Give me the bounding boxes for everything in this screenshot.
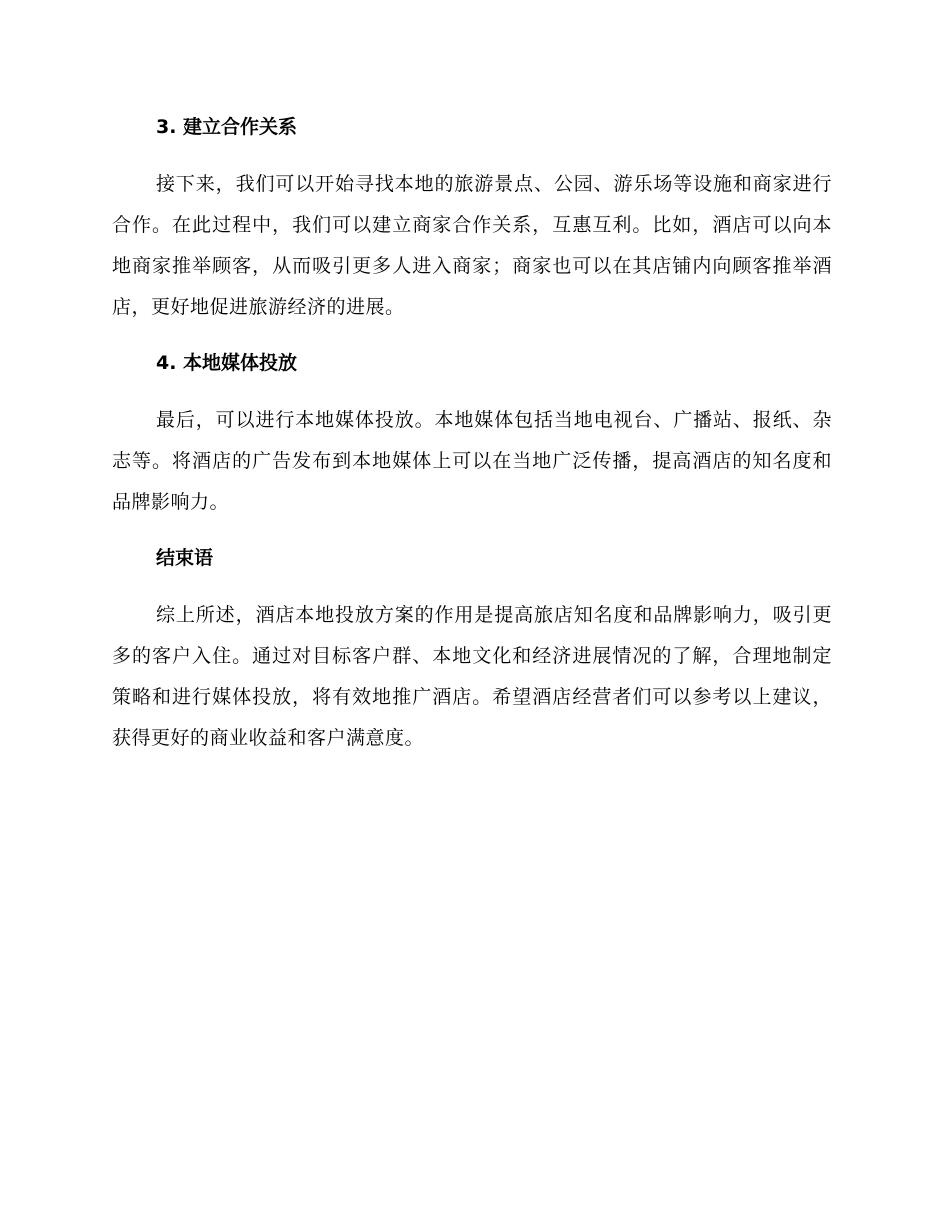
- section-heading: 3. 建立合作关系: [156, 116, 298, 138]
- section-cooperation: [112, 112, 832, 328]
- section-heading: 结束语: [156, 547, 214, 569]
- section-local-media: [112, 348, 832, 523]
- section-heading: 4. 本地媒体投放: [156, 352, 298, 374]
- section-paragraph: 接下来，我们可以开始寻找本地的旅游景点、公园、游乐场等设施和商家进行合作。在此过程中，我们可以建立商家合作关系，互惠互利。比如，酒店可以向本地商家推举顾客，从而吸引更多人进入商家；商家也可以在其店铺内向顾客推举酒店，更好地促进旅游经济的进展。: [112, 173, 832, 318]
- section-paragraph: 最后，可以进行本地媒体投放。本地媒体包括当地电视台、广播站、报纸、杂志等。将酒店的广告发布到本地媒体上可以在当地广泛传播，提高酒店的知名度和品牌影响力。: [112, 409, 832, 513]
- section-conclusion: [112, 543, 832, 759]
- document-body: [112, 112, 832, 779]
- section-paragraph: 综上所述，酒店本地投放方案的作用是提高旅店知名度和品牌影响力，吸引更多的客户入住。通过对目标客户群、本地文化和经济进展情况的了解，合理地制定策略和进行媒体投放，将有效地推广酒店。希望酒店经营者们可以参考以上建议，获得更好的商业收益和客户满意度。: [112, 604, 832, 749]
